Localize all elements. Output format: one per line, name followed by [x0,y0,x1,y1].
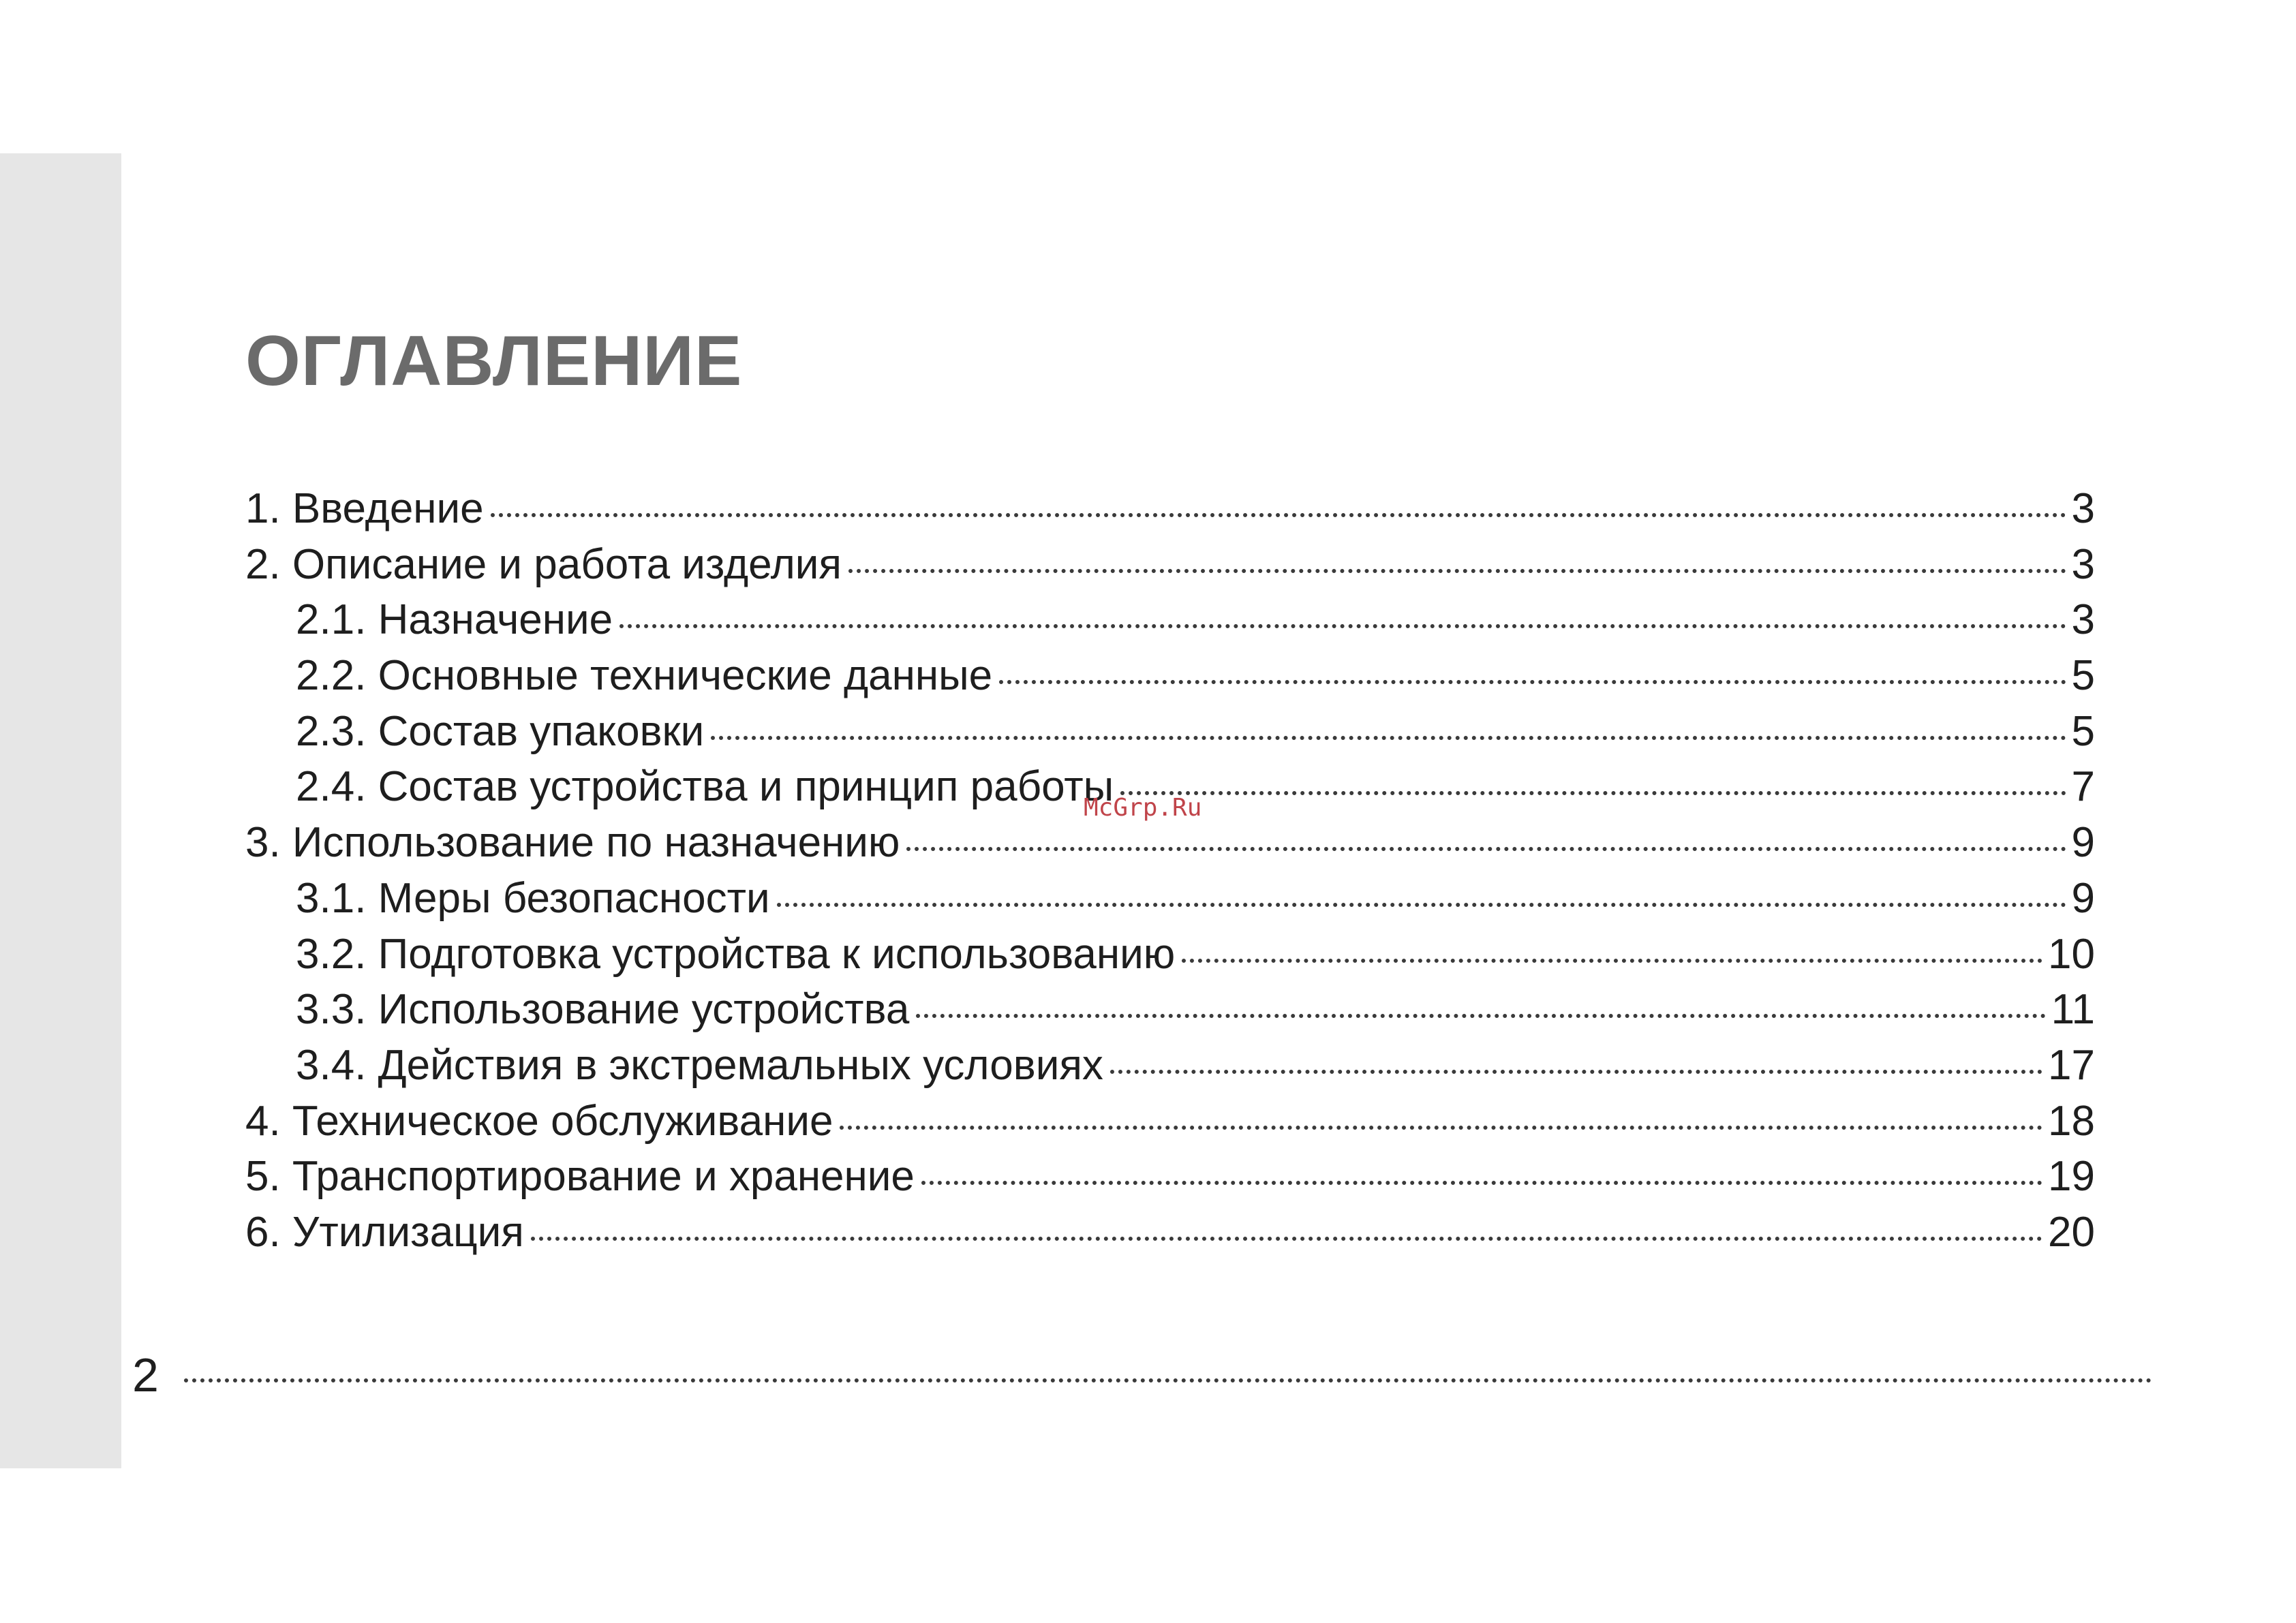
toc-entry-label: 2.3. Состав упаковки [296,707,705,755]
toc-entry-1[interactable] [245,481,2095,537]
toc-entry-page: 10 [2048,930,2095,978]
toc-entry-2[interactable] [245,537,2095,593]
side-strip [0,153,121,1468]
toc-entry-3-4[interactable] [245,1038,2095,1094]
toc-entry-label: 2.1. Назначение [296,596,613,644]
toc-entry-2-1[interactable] [245,592,2095,648]
toc-entry-page: 3 [2071,540,2095,588]
toc-entry-label: 3.2. Подготовка устройства к использованию [296,930,1176,978]
toc-entry-label: 3.1. Меры безопасности [296,874,770,922]
toc-entry-4[interactable] [245,1094,2095,1149]
toc-entry-page: 20 [2048,1208,2095,1256]
toc-entry-page: 7 [2071,763,2095,811]
page-title: ОГЛАВЛЕНИЕ [245,322,743,401]
toc-leader-dots [906,847,2066,851]
toc-leader-dots [999,680,2066,684]
page-number: 2 [132,1348,159,1402]
toc-entry-page: 19 [2048,1153,2095,1201]
footer-dotted-rule [184,1378,2152,1382]
toc-entry-page: 17 [2048,1041,2095,1089]
toc-leader-dots [848,569,2066,573]
toc-entry-page: 5 [2071,652,2095,700]
toc-leader-dots [1120,791,2066,795]
watermark-text: McGrp.Ru [1084,794,1202,822]
toc-leader-dots [921,1181,2042,1185]
toc-entry-page: 9 [2071,874,2095,922]
toc-entry-page: 18 [2048,1097,2095,1145]
toc-leader-dots [619,624,2066,628]
toc-entry-3[interactable] [245,815,2095,871]
table-of-contents [245,481,2095,1261]
toc-leader-dots [531,1237,2042,1241]
toc-leader-dots [840,1126,2042,1130]
toc-entry-3-2[interactable] [245,927,2095,983]
toc-leader-dots [1110,1070,2042,1074]
toc-leader-dots [491,513,2066,517]
toc-leader-dots [916,1014,2045,1018]
toc-entry-label: 3.4. Действия в экстремальных условиях [296,1041,1103,1089]
toc-entry-2-2[interactable] [245,648,2095,704]
toc-entry-3-3[interactable] [245,982,2095,1038]
toc-entry-page: 11 [2051,986,2095,1034]
toc-entry-label: 5. Транспортирование и хранение [245,1153,915,1201]
toc-entry-label: 1. Введение [245,485,484,532]
toc-entry-5[interactable] [245,1149,2095,1205]
toc-entry-page: 5 [2071,707,2095,755]
toc-entry-label: 3.3. Использование устройства [296,986,910,1034]
toc-entry-2-3[interactable] [245,704,2095,760]
toc-entry-page: 3 [2071,485,2095,532]
toc-leader-dots [777,903,2066,907]
toc-entry-label: 2. Описание и работа изделия [245,540,842,588]
toc-entry-6[interactable] [245,1205,2095,1261]
toc-leader-dots [711,736,2066,740]
toc-entry-page: 9 [2071,819,2095,867]
toc-entry-page: 3 [2071,596,2095,644]
toc-entry-label: 2.4. Состав устройства и принцип работы [296,763,1114,811]
toc-entry-label: 4. Техническое обслуживание [245,1097,833,1145]
toc-entry-label: 6. Утилизация [245,1208,524,1256]
toc-entry-3-1[interactable] [245,871,2095,927]
toc-entry-label: 3. Использование по назначению [245,819,900,867]
toc-entry-label: 2.2. Основные технические данные [296,652,993,700]
toc-leader-dots [1182,959,2042,963]
